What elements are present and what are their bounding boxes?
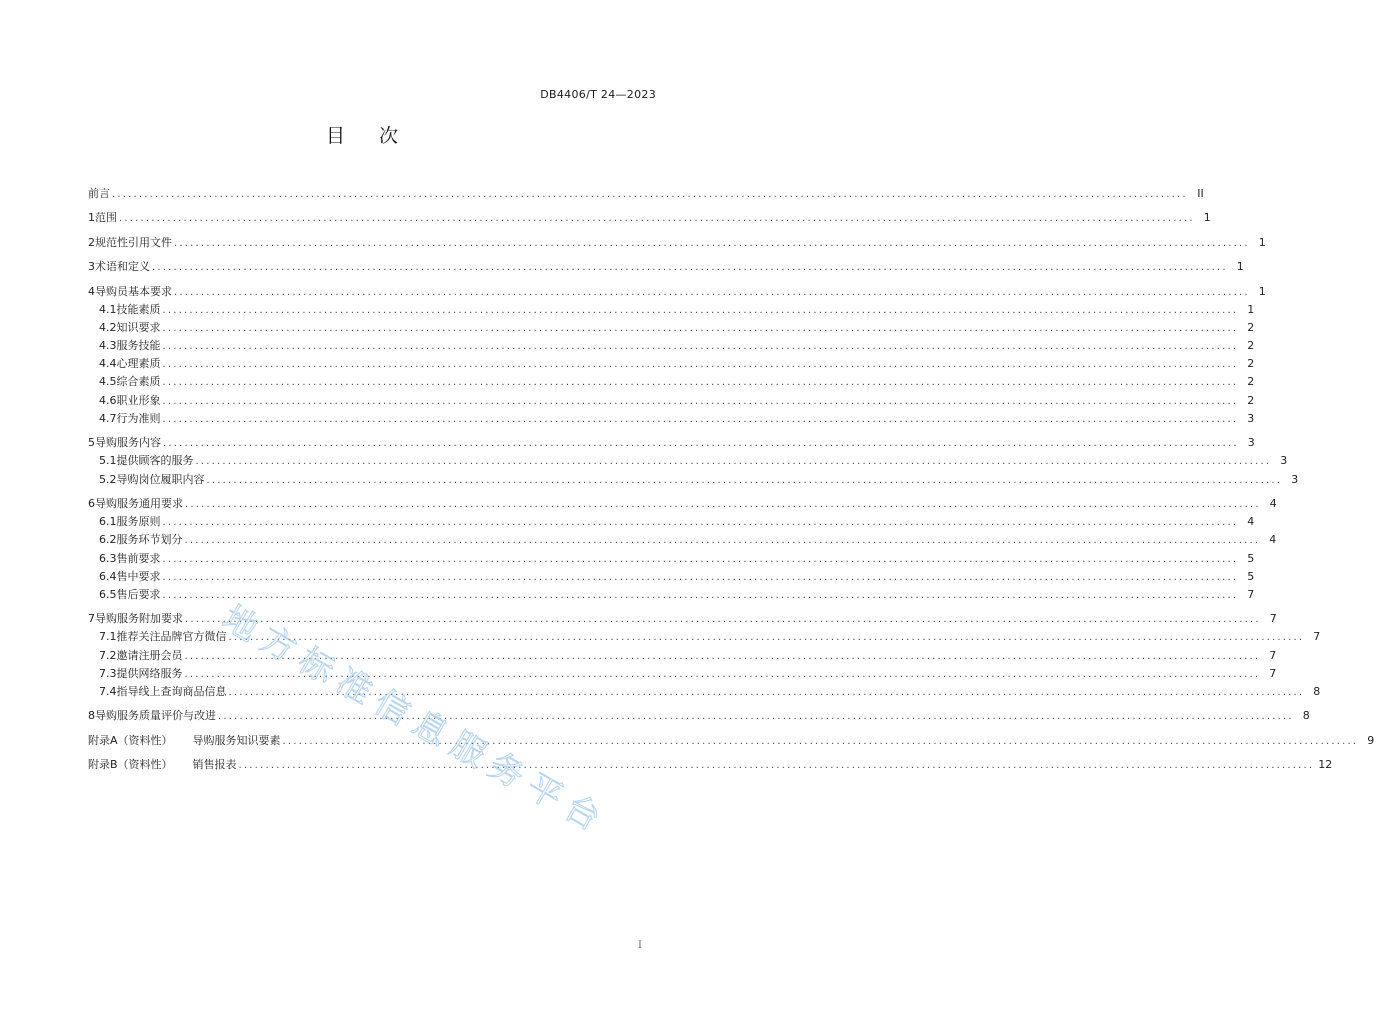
toc-subentry[interactable] (88, 410, 1255, 428)
toc-entry-number: 7.2 (99, 648, 117, 662)
watermark-char: 标 (291, 640, 341, 692)
toc-entry-number: 4.4 (99, 357, 117, 371)
toc-dot-leader: ........................................................................................................................................................................................................ (185, 614, 1261, 626)
toc-subentry[interactable] (88, 373, 1255, 391)
toc-dot-leader: ........................................................................................................................................................................................................ (174, 237, 1250, 249)
toc-entry-title: 提供顾客的服务 (116, 454, 194, 468)
toc-entry-number: 2 (88, 235, 95, 249)
toc-entry-title: 售中要求 (116, 569, 161, 583)
toc-appendix-entry[interactable] (88, 732, 1374, 750)
toc-entry-title: 导购员基本要求 (95, 284, 172, 298)
toc-entry[interactable] (88, 610, 1277, 628)
toc-page-number: 1 (1236, 260, 1244, 274)
toc-subentry[interactable] (88, 392, 1255, 410)
toc-entry-title: 导购服务通用要求 (95, 496, 183, 510)
toc-dot-leader: ........................................................................................................................................................................................................ (162, 517, 1239, 529)
toc-dot-leader: ........................................................................................................................................................................................................ (184, 535, 1261, 547)
toc-entry-number: 8 (88, 709, 95, 723)
toc-subentry[interactable] (88, 647, 1277, 665)
toc-entry-number: 6.1 (99, 515, 117, 529)
toc-entry-number: 4.7 (99, 411, 117, 425)
toc-page-number: 3 (1247, 436, 1255, 450)
toc-page-number: 4 (1247, 515, 1255, 529)
toc-dot-leader: ........................................................................................................................................................................................................ (163, 438, 1239, 450)
toc-dot-leader: ........................................................................................................................................................................................................ (218, 711, 1294, 723)
toc-page-number: 8 (1313, 685, 1321, 698)
page-number: I (638, 940, 642, 951)
toc-page-number: II (1197, 187, 1204, 200)
toc-entry[interactable] (88, 495, 1277, 513)
toc-entry-title: 提供网络服务 (116, 666, 183, 680)
toc-dot-leader: ........................................................................................................................................................................................................ (112, 189, 1188, 200)
toc-subentry[interactable] (88, 319, 1255, 337)
toc-entry-number: 4.3 (99, 339, 117, 353)
toc-entry[interactable] (88, 234, 1266, 252)
toc-entry-number: 6 (88, 496, 95, 510)
toc-entry[interactable] (88, 185, 1204, 203)
watermark-char: 方 (253, 619, 303, 671)
toc-dot-leader: ........................................................................................................................................................................................................ (162, 571, 1239, 583)
toc-subentry[interactable] (88, 586, 1255, 604)
toc-entry-number: 7.4 (99, 685, 117, 698)
toc-entry[interactable] (88, 258, 1244, 276)
toc-page-number: 1 (1258, 284, 1266, 298)
toc-entry-number: 6.3 (99, 551, 117, 565)
toc-entry-number: 4.6 (99, 393, 117, 407)
watermark-char: 平 (519, 766, 569, 818)
toc-page-number: 7 (1247, 587, 1255, 601)
toc-page-number: 1 (1247, 302, 1255, 316)
toc-entry-title: 服务原则 (116, 515, 161, 529)
toc-dot-leader: ........................................................................................................................................................................................................ (162, 589, 1239, 601)
toc-entry[interactable] (88, 283, 1266, 301)
toc-dot-leader: ........................................................................................................................................................................................................ (184, 668, 1261, 680)
toc-dot-leader: ........................................................................................................................................................................................................ (206, 474, 1283, 486)
watermark-char: 地 (215, 598, 265, 650)
toc-subentry[interactable] (88, 513, 1255, 531)
watermark-char: 息 (405, 703, 455, 755)
toc-entry-number: 7.1 (99, 630, 117, 644)
watermark-char: 服 (443, 724, 493, 776)
toc-page-number: 2 (1247, 375, 1255, 389)
toc-dot-leader: ........................................................................................................................................................................................................ (152, 262, 1228, 274)
toc-dot-leader: ........................................................................................................................................................................................................ (185, 498, 1261, 510)
toc-dot-leader: ........................................................................................................................................................................................................ (174, 286, 1250, 298)
watermark-char: 准 (329, 661, 379, 713)
toc-entry-number: 4.1 (99, 302, 117, 316)
toc-subentry[interactable] (88, 568, 1255, 586)
toc-entry-title: 导购服务附加要求 (95, 612, 183, 626)
toc-dot-leader: ........................................................................................................................................................................................................ (282, 735, 1359, 747)
toc-page-number: 3 (1247, 411, 1255, 425)
toc-entry-title: 邀请注册会员 (116, 648, 183, 662)
document-id: DB4406/T 24—2023 (540, 88, 656, 101)
toc-entry-title: 服务环节划分 (116, 533, 183, 547)
toc-entry[interactable] (88, 707, 1310, 725)
toc-entry-title: 职业形象 (116, 393, 161, 407)
toc-dot-leader: ........................................................................................................................................................................................................ (184, 650, 1261, 662)
toc-entry-number: 6.2 (99, 533, 117, 547)
toc-dot-leader: ........................................................................................................................................................................................................ (228, 687, 1305, 698)
toc-subentry[interactable] (88, 531, 1277, 549)
toc-entry-number: 附录B（资料性） (88, 758, 173, 772)
toc-page-number: 2 (1247, 357, 1255, 371)
toc-entry-number: 5.2 (99, 472, 117, 486)
watermark-char: 务 (481, 745, 531, 797)
toc-entry-number: 7.3 (99, 666, 117, 680)
toc-dot-leader: ........................................................................................................................................................................................................ (228, 632, 1305, 644)
toc-entry[interactable] (88, 434, 1255, 452)
toc-page-number: 7 (1269, 666, 1277, 680)
toc-page-number: 5 (1247, 551, 1255, 565)
toc-entry-title: 导购服务内容 (95, 436, 161, 450)
toc-entry-number: 6.5 (99, 587, 117, 601)
toc-entry-title: 知识要求 (116, 320, 161, 334)
toc-entry-number: 4.5 (99, 375, 117, 389)
toc-dot-leader: ........................................................................................................................................................................................................ (162, 553, 1239, 565)
toc-dot-leader: ........................................................................................................................................................................................................ (162, 413, 1239, 425)
toc-list (88, 185, 1374, 774)
toc-entry-title: 技能素质 (116, 302, 161, 316)
toc-entry-title: 行为准则 (116, 411, 161, 425)
toc-entry-title: 指导线上查询商品信息 (116, 685, 227, 698)
toc-page-number: 5 (1247, 569, 1255, 583)
toc-entry-title: 术语和定义 (95, 260, 150, 274)
toc-subentry[interactable] (88, 355, 1255, 373)
toc-entry-title: 服务技能 (116, 339, 161, 353)
toc-dot-leader: ........................................................................................................................................................................................................ (162, 359, 1239, 371)
toc-entry-title: 综合素质 (116, 375, 161, 389)
watermark-char: 信 (367, 682, 417, 734)
toc-dot-leader: ........................................................................................................................................................................................................ (162, 395, 1239, 407)
toc-dot-leader: ........................................................................................................................................................................................................ (195, 456, 1272, 468)
toc-entry-title: 导购服务质量评价与改进 (95, 709, 216, 723)
toc-page-number: 7 (1313, 630, 1321, 644)
toc-subentry[interactable] (88, 452, 1288, 470)
toc-entry-number: 5 (88, 436, 95, 450)
toc-dot-leader: ........................................................................................................................................................................................................ (119, 213, 1195, 225)
toc-dot-leader: ........................................................................................................................................................................................................ (238, 760, 1315, 772)
toc-entry-title: 销售报表 (192, 758, 237, 772)
toc-page-number: 7 (1269, 648, 1277, 662)
toc-subentry[interactable] (88, 301, 1255, 319)
toc-page-number: 7 (1269, 612, 1277, 626)
watermark-char: 台 (557, 787, 607, 839)
toc-entry-number: 3 (88, 260, 95, 274)
toc-entry-number: 4.2 (99, 320, 117, 334)
toc-subentry[interactable] (88, 683, 1321, 701)
toc-page-number: 2 (1247, 393, 1255, 407)
toc-page-number: 12 (1318, 758, 1333, 772)
toc-dot-leader: ........................................................................................................................................................................................................ (162, 322, 1239, 334)
toc-entry-title: 售前要求 (116, 551, 161, 565)
toc-subentry[interactable] (88, 471, 1299, 489)
toc-entry-number: 6.4 (99, 569, 117, 583)
toc-dot-leader: ........................................................................................................................................................................................................ (162, 377, 1239, 389)
toc-entry-title: 导购岗位履职内容 (116, 472, 205, 486)
toc-page-number: 4 (1269, 496, 1277, 510)
toc-entry-title: 前言 (88, 187, 110, 200)
toc-page-number: 9 (1367, 733, 1374, 747)
toc-page-number: 8 (1302, 709, 1310, 723)
toc-entry-number: 5.1 (99, 454, 117, 468)
toc-page-number: 2 (1247, 320, 1255, 334)
toc-page-number: 1 (1258, 235, 1266, 249)
toc-page-number: 2 (1247, 339, 1255, 353)
toc-page-number: 1 (1203, 211, 1211, 225)
toc-appendix-entry[interactable] (88, 756, 1333, 774)
toc-page-number: 3 (1291, 472, 1299, 486)
toc-title: 目次 (325, 125, 432, 147)
toc-entry-number: 1 (88, 211, 95, 225)
toc-entry-title: 导购服务知识要素 (192, 733, 281, 747)
toc-entry-title: 推荐关注品牌官方微信 (116, 630, 227, 644)
toc-page-number: 3 (1280, 454, 1288, 468)
toc-subentry[interactable] (88, 665, 1277, 683)
toc-subentry[interactable] (88, 550, 1255, 568)
toc-page-number: 4 (1269, 533, 1277, 547)
toc-entry-title: 售后要求 (116, 587, 161, 601)
toc-entry-title: 范围 (95, 211, 117, 225)
toc-subentry[interactable] (88, 628, 1321, 646)
toc-entry-title: 心理素质 (116, 357, 161, 371)
toc-entry-number: 7 (88, 612, 95, 626)
toc-entry-title: 规范性引用文件 (95, 235, 172, 249)
toc-dot-leader: ........................................................................................................................................................................................................ (162, 304, 1239, 316)
toc-entry[interactable] (88, 209, 1211, 227)
toc-dot-leader: ........................................................................................................................................................................................................ (162, 341, 1239, 353)
toc-subentry[interactable] (88, 337, 1255, 355)
toc-entry-number: 4 (88, 284, 95, 298)
toc-entry-number: 附录A（资料性） (88, 733, 173, 747)
